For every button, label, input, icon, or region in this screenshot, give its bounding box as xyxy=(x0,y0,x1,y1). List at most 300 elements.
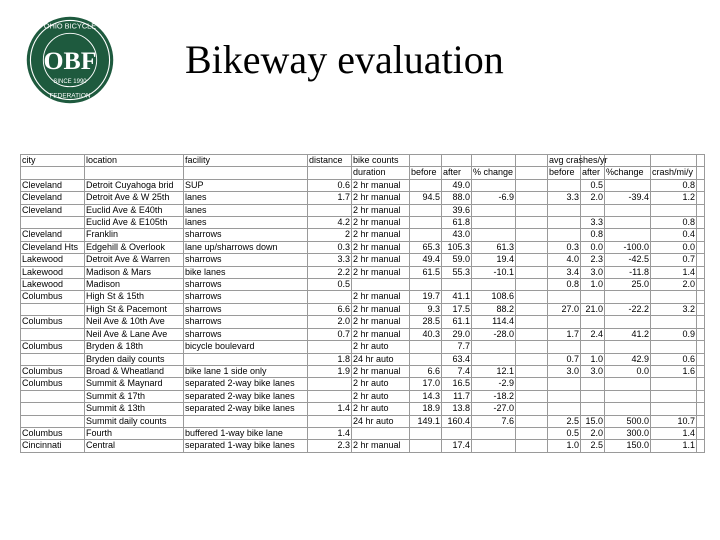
table-cell xyxy=(410,353,442,365)
table-cell xyxy=(308,378,352,390)
table-cell: 1.1 xyxy=(651,440,697,452)
table-cell: Cleveland Hts xyxy=(21,241,85,253)
table-header-cell xyxy=(516,167,548,179)
table-cell: 2 hr manual xyxy=(352,440,410,452)
table-cell: 0.7 xyxy=(308,328,352,340)
table-header-cell: facility xyxy=(184,155,308,167)
table-cell: -22.2 xyxy=(605,303,651,315)
table-header-cell xyxy=(184,167,308,179)
table-cell: 160.4 xyxy=(442,415,472,427)
table-cell: Madison xyxy=(85,279,184,291)
table-cell: 2.2 xyxy=(308,266,352,278)
table-cell: 1.0 xyxy=(581,353,605,365)
table-cell xyxy=(516,427,548,439)
table-cell xyxy=(472,279,516,291)
table-cell: 59.0 xyxy=(442,254,472,266)
table-cell: High St & Pacemont xyxy=(85,303,184,315)
table-cell: Neil Ave & Lane Ave xyxy=(85,328,184,340)
table-cell xyxy=(516,204,548,216)
table-row xyxy=(21,378,705,390)
table-cell: 0.8 xyxy=(548,279,581,291)
table-cell xyxy=(410,229,442,241)
logo-since: SINCE 1990 xyxy=(53,79,87,85)
table-cell xyxy=(472,229,516,241)
table-cell xyxy=(697,403,705,415)
table-cell: Summit & Maynard xyxy=(85,378,184,390)
table-cell xyxy=(472,179,516,191)
table-cell xyxy=(21,353,85,365)
table-row xyxy=(21,365,705,377)
table-cell: Columbus xyxy=(21,378,85,390)
table-cell xyxy=(21,390,85,402)
table-cell: Columbus xyxy=(21,341,85,353)
table-cell: 2 hr auto xyxy=(352,403,410,415)
table-cell xyxy=(548,229,581,241)
table-cell xyxy=(516,254,548,266)
table-cell: sharrows xyxy=(184,254,308,266)
table-row xyxy=(21,179,705,191)
table-cell: 0.8 xyxy=(651,217,697,229)
table-cell: Columbus xyxy=(21,427,85,439)
table-cell: Euclid Ave & E105th xyxy=(85,217,184,229)
table-cell: 41.2 xyxy=(605,328,651,340)
table-cell xyxy=(21,403,85,415)
table-row xyxy=(21,341,705,353)
table-cell: 150.0 xyxy=(605,440,651,452)
table-cell: 24 hr auto xyxy=(352,353,410,365)
table-cell xyxy=(605,179,651,191)
table-cell: 2.0 xyxy=(581,427,605,439)
table-cell xyxy=(651,403,697,415)
table-cell: 29.0 xyxy=(442,328,472,340)
table-row xyxy=(21,204,705,216)
table-cell: Bryden daily counts xyxy=(85,353,184,365)
table-cell xyxy=(516,341,548,353)
table-cell: 2 hr manual xyxy=(352,365,410,377)
table-cell: 19.4 xyxy=(472,254,516,266)
table-cell xyxy=(410,204,442,216)
table-cell xyxy=(697,254,705,266)
table-row xyxy=(21,291,705,303)
table-cell xyxy=(605,217,651,229)
table-cell: lanes xyxy=(184,217,308,229)
table-cell: Detroit Cuyahoga brid xyxy=(85,179,184,191)
table-cell xyxy=(605,204,651,216)
table-cell xyxy=(410,217,442,229)
table-cell: 1.0 xyxy=(548,440,581,452)
table-cell: Cleveland xyxy=(21,192,85,204)
table-cell: 88.0 xyxy=(442,192,472,204)
table-cell xyxy=(605,378,651,390)
table-cell xyxy=(472,217,516,229)
table-cell: Euclid Ave & E40th xyxy=(85,204,184,216)
table-cell xyxy=(651,204,697,216)
table-cell: 49.0 xyxy=(442,179,472,191)
table-cell: 149.1 xyxy=(410,415,442,427)
table-cell: -100.0 xyxy=(605,241,651,253)
table-cell xyxy=(472,341,516,353)
table-cell: SUP xyxy=(184,179,308,191)
table-cell xyxy=(605,229,651,241)
table-cell: sharrows xyxy=(184,303,308,315)
table-cell: -6.9 xyxy=(472,192,516,204)
table-cell xyxy=(472,427,516,439)
table-cell xyxy=(442,279,472,291)
table-cell: 2 hr manual xyxy=(352,303,410,315)
table-header-cell xyxy=(21,167,85,179)
table-cell xyxy=(442,427,472,439)
table-cell: Cleveland xyxy=(21,229,85,241)
table-cell: 21.0 xyxy=(581,303,605,315)
table-cell xyxy=(581,378,605,390)
table-cell: sharrows xyxy=(184,316,308,328)
table-cell: 2 hr manual xyxy=(352,204,410,216)
table-cell: Broad & Wheatland xyxy=(85,365,184,377)
table-cell xyxy=(308,415,352,427)
table-cell xyxy=(516,192,548,204)
table-header-cell xyxy=(516,155,548,167)
table-cell xyxy=(516,179,548,191)
table-cell: 28.5 xyxy=(410,316,442,328)
table-cell: Bryden & 18th xyxy=(85,341,184,353)
table-cell: -11.8 xyxy=(605,266,651,278)
table-cell xyxy=(697,204,705,216)
table-row xyxy=(21,328,705,340)
table-cell: 9.3 xyxy=(410,303,442,315)
table-cell: 19.7 xyxy=(410,291,442,303)
table-cell xyxy=(651,341,697,353)
table-header-cell: city xyxy=(21,155,85,167)
table-cell: 108.6 xyxy=(472,291,516,303)
table-header-cell: avg crashes/yr xyxy=(549,155,608,165)
table-cell: 500.0 xyxy=(605,415,651,427)
table-cell: 11.7 xyxy=(442,390,472,402)
table-cell: 10.7 xyxy=(651,415,697,427)
table-cell: 41.1 xyxy=(442,291,472,303)
table-cell: 0.4 xyxy=(651,229,697,241)
page-title: Bikeway evaluation xyxy=(185,37,504,82)
table-cell: 0.0 xyxy=(651,241,697,253)
table-cell: 2 hr manual xyxy=(352,192,410,204)
table-cell: 61.8 xyxy=(442,217,472,229)
table-cell xyxy=(697,440,705,452)
table-cell: 2.5 xyxy=(548,415,581,427)
table-header-cell xyxy=(651,155,697,167)
table-cell: 2 hr manual xyxy=(352,266,410,278)
table-cell: Lakewood xyxy=(21,279,85,291)
table-cell xyxy=(21,328,85,340)
table-cell xyxy=(21,217,85,229)
table-row xyxy=(21,241,705,253)
table-cell: Summit daily counts xyxy=(85,415,184,427)
table-cell: 1.0 xyxy=(581,279,605,291)
table-cell xyxy=(472,204,516,216)
table-cell xyxy=(516,229,548,241)
table-cell: 40.3 xyxy=(410,328,442,340)
table-cell: sharrows xyxy=(184,279,308,291)
table-cell xyxy=(516,217,548,229)
table-cell: 3.0 xyxy=(581,365,605,377)
table-cell xyxy=(697,291,705,303)
table-cell xyxy=(697,328,705,340)
table-cell xyxy=(410,279,442,291)
table-cell xyxy=(516,415,548,427)
table-header-cell xyxy=(697,155,705,167)
table-cell: 12.1 xyxy=(472,365,516,377)
table-cell: 43.0 xyxy=(442,229,472,241)
table-cell: 1.7 xyxy=(548,328,581,340)
table-cell: 2.3 xyxy=(581,254,605,266)
table-cell: Columbus xyxy=(21,316,85,328)
table-cell: 17.0 xyxy=(410,378,442,390)
table-cell: 105.3 xyxy=(442,241,472,253)
table-cell: 2.0 xyxy=(581,192,605,204)
table-header-cell: after xyxy=(442,167,472,179)
table-cell: 25.0 xyxy=(605,279,651,291)
table-header-cell xyxy=(85,167,184,179)
table-cell: 3.0 xyxy=(548,365,581,377)
table-cell: 0.8 xyxy=(581,229,605,241)
table-cell: Lakewood xyxy=(21,254,85,266)
table-cell xyxy=(548,390,581,402)
table-cell xyxy=(697,341,705,353)
table-cell: Central xyxy=(85,440,184,452)
table-cell xyxy=(697,365,705,377)
table-cell: 2 hr manual xyxy=(352,316,410,328)
table-cell: -10.1 xyxy=(472,266,516,278)
table-header-cell xyxy=(697,167,705,179)
table-cell: 3.3 xyxy=(548,192,581,204)
table-cell xyxy=(516,365,548,377)
table-cell: 6.6 xyxy=(410,365,442,377)
table-cell xyxy=(605,390,651,402)
table-cell xyxy=(697,316,705,328)
table-cell: 1.4 xyxy=(651,266,697,278)
table-row xyxy=(21,427,705,439)
table-cell xyxy=(516,316,548,328)
table-cell: sharrows xyxy=(184,229,308,241)
table-cell: 18.9 xyxy=(410,403,442,415)
table-cell: 0.6 xyxy=(308,179,352,191)
table-cell: 4.2 xyxy=(308,217,352,229)
table-cell: 0.5 xyxy=(581,179,605,191)
table-cell: bicycle boulevard xyxy=(184,341,308,353)
table-cell xyxy=(581,403,605,415)
table-cell: Summit & 13th xyxy=(85,403,184,415)
table-cell: 1.9 xyxy=(308,365,352,377)
table-cell xyxy=(308,390,352,402)
table-cell: Cleveland xyxy=(21,179,85,191)
table-cell xyxy=(21,415,85,427)
table-cell: 0.9 xyxy=(651,328,697,340)
table-cell: 0.0 xyxy=(581,241,605,253)
table-cell: lanes xyxy=(184,192,308,204)
table-cell xyxy=(651,390,697,402)
table-cell: 2 hr auto xyxy=(352,378,410,390)
table-cell: -28.0 xyxy=(472,328,516,340)
table-row xyxy=(21,353,705,365)
table-row xyxy=(21,403,705,415)
table-cell: lanes xyxy=(184,204,308,216)
table-cell xyxy=(697,229,705,241)
table-cell xyxy=(651,378,697,390)
table-cell xyxy=(516,353,548,365)
table-cell xyxy=(410,341,442,353)
table-cell: 61.5 xyxy=(410,266,442,278)
table-cell: 2 hr manual xyxy=(352,179,410,191)
table-cell: High St & 15th xyxy=(85,291,184,303)
table-cell xyxy=(605,291,651,303)
table-cell xyxy=(308,204,352,216)
table-cell: 114.4 xyxy=(472,316,516,328)
table-cell: 61.1 xyxy=(442,316,472,328)
table-row xyxy=(21,192,705,204)
table-cell: Detroit Ave & Warren xyxy=(85,254,184,266)
table-cell: Cincinnati xyxy=(21,440,85,452)
logo-ring-bottom: FEDERATION xyxy=(49,92,91,100)
table-cell xyxy=(697,415,705,427)
table-cell: separated 2-way bike lanes xyxy=(184,390,308,402)
table-cell xyxy=(184,415,308,427)
table-cell xyxy=(651,291,697,303)
table-cell: Neil Ave & 10th Ave xyxy=(85,316,184,328)
table-cell: 3.4 xyxy=(548,266,581,278)
table-cell xyxy=(581,341,605,353)
table-cell: 2 hr auto xyxy=(352,341,410,353)
table-cell: 7.4 xyxy=(442,365,472,377)
table-cell xyxy=(352,427,410,439)
table-header-cell xyxy=(308,167,352,179)
table-row xyxy=(21,266,705,278)
table-cell: sharrows xyxy=(184,291,308,303)
table-cell: 0.0 xyxy=(605,365,651,377)
table-cell xyxy=(581,291,605,303)
table-cell xyxy=(516,390,548,402)
table-row xyxy=(21,217,705,229)
table-header-cell xyxy=(410,155,442,167)
table-cell: 0.3 xyxy=(308,241,352,253)
table-cell: Detroit Ave & W 25th xyxy=(85,192,184,204)
table-cell: -2.9 xyxy=(472,378,516,390)
table-header-cell: duration xyxy=(352,167,410,179)
table-cell xyxy=(697,378,705,390)
table-row xyxy=(21,229,705,241)
table-cell: Franklin xyxy=(85,229,184,241)
table-cell: 2.4 xyxy=(581,328,605,340)
table-cell: Lakewood xyxy=(21,266,85,278)
table-cell xyxy=(605,403,651,415)
logo-ring-top: OHIO BICYCLE xyxy=(43,21,97,31)
table-cell: 27.0 xyxy=(548,303,581,315)
table-cell xyxy=(581,204,605,216)
data-table xyxy=(20,154,705,453)
table-cell: 1.2 xyxy=(651,192,697,204)
table-cell xyxy=(697,217,705,229)
table-cell: 1.4 xyxy=(651,427,697,439)
table-cell xyxy=(516,440,548,452)
table-cell: 2 xyxy=(308,229,352,241)
table-cell xyxy=(516,303,548,315)
table-cell xyxy=(697,279,705,291)
table-header-cell xyxy=(472,155,516,167)
table-cell: 55.3 xyxy=(442,266,472,278)
table-cell: 3.3 xyxy=(308,254,352,266)
table-header-cell: crash/mi/y xyxy=(651,167,697,179)
table-cell xyxy=(697,427,705,439)
table-cell: 2.0 xyxy=(308,316,352,328)
table-cell: 2.5 xyxy=(581,440,605,452)
table-cell: 0.6 xyxy=(651,353,697,365)
table-cell xyxy=(548,217,581,229)
table-cell xyxy=(472,353,516,365)
table-cell xyxy=(516,279,548,291)
table-cell: 14.3 xyxy=(410,390,442,402)
table-cell: 4.0 xyxy=(548,254,581,266)
table-cell: separated 1-way bike lanes xyxy=(184,440,308,452)
table-cell: -18.2 xyxy=(472,390,516,402)
table-cell xyxy=(605,316,651,328)
table-header-row xyxy=(21,167,705,179)
table-cell xyxy=(352,279,410,291)
table-cell xyxy=(548,204,581,216)
table-cell xyxy=(516,266,548,278)
table-cell: 16.5 xyxy=(442,378,472,390)
table-cell xyxy=(516,378,548,390)
table-cell: 0.7 xyxy=(548,353,581,365)
data-table-container xyxy=(20,154,700,453)
table-row xyxy=(21,254,705,266)
table-header-cell: location xyxy=(85,155,184,167)
table-cell xyxy=(581,390,605,402)
table-cell: buffered 1-way bike lane xyxy=(184,427,308,439)
table-cell: bike lane 1 side only xyxy=(184,365,308,377)
table-cell: 49.4 xyxy=(410,254,442,266)
table-header-cell xyxy=(442,155,472,167)
table-row xyxy=(21,316,705,328)
table-cell: -27.0 xyxy=(472,403,516,415)
table-header-cell: %change xyxy=(605,167,651,179)
table-cell: 0.5 xyxy=(548,427,581,439)
table-cell: Columbus xyxy=(21,365,85,377)
table-cell xyxy=(548,403,581,415)
table-cell xyxy=(548,291,581,303)
table-cell xyxy=(472,440,516,452)
table-cell: lane up/sharrows down xyxy=(184,241,308,253)
table-cell: -42.5 xyxy=(605,254,651,266)
table-header-row xyxy=(21,155,705,167)
table-cell: 42.9 xyxy=(605,353,651,365)
table-cell: 1.8 xyxy=(308,353,352,365)
table-header-cell: bike counts xyxy=(352,155,410,167)
table-cell xyxy=(697,266,705,278)
table-cell: 61.3 xyxy=(472,241,516,253)
table-cell: 2 hr manual xyxy=(352,254,410,266)
table-cell xyxy=(410,179,442,191)
logo-letters: OBF xyxy=(43,46,97,76)
table-cell xyxy=(410,427,442,439)
table-cell: 0.3 xyxy=(548,241,581,253)
table-cell xyxy=(516,241,548,253)
table-cell: separated 2-way bike lanes xyxy=(184,378,308,390)
table-cell: 2 hr manual xyxy=(352,217,410,229)
table-cell: 2.3 xyxy=(308,440,352,452)
table-cell xyxy=(697,179,705,191)
table-cell xyxy=(697,241,705,253)
table-cell xyxy=(548,341,581,353)
table-cell xyxy=(548,378,581,390)
table-cell: sharrows xyxy=(184,328,308,340)
table-cell: 2 hr manual xyxy=(352,241,410,253)
